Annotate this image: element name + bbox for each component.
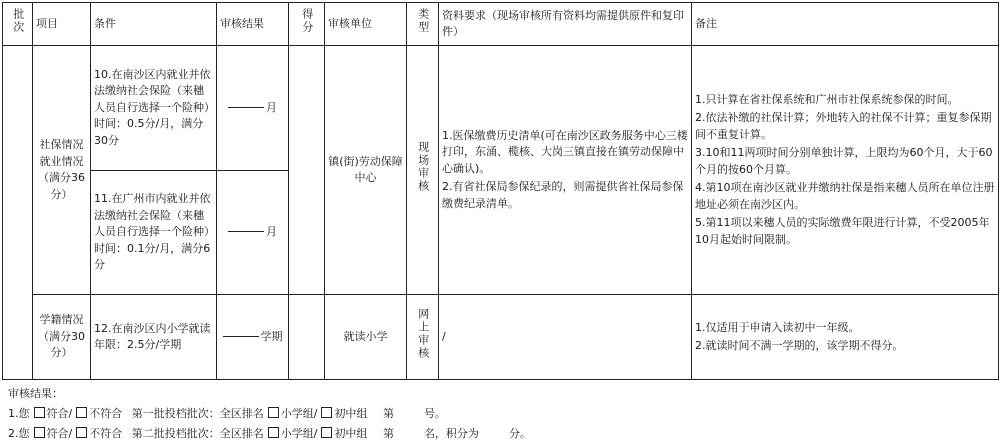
- note-item: 5.第11项以来穗人员的实际缴费年限进行计算，不受2005年10月起始时间限制。: [695, 216, 990, 246]
- result-unit-semester: 学期: [260, 329, 283, 343]
- note-item: 2.就读时间不满一学期的，该学期不得分。: [695, 339, 904, 353]
- header-row: [3, 3, 999, 46]
- header-score: 得分: [289, 3, 325, 46]
- header-result: 审核结果: [217, 3, 289, 46]
- header-item: 项目: [33, 3, 91, 46]
- score-cell-social: [289, 46, 325, 295]
- header-materials: 资料要求（现场审核所有资料均需提供原件和复印件）: [439, 3, 692, 46]
- type-online: 网上审核: [407, 295, 439, 380]
- footer-line-1: 1.您 符合/ 不符合 第一批投档批次：全区排名 小学组/ 初中组 第 号。: [8, 407, 446, 420]
- materials-item: 2.有省社保局参保纪录的，则需提供省社保局参保缴费纪录清单。: [442, 180, 684, 210]
- header-notes: 备注: [692, 3, 999, 46]
- notes-school: [692, 295, 999, 380]
- note-item: 1.仅适用于申请入读初中一年级。: [695, 320, 860, 334]
- materials-social: [439, 46, 692, 295]
- notes-social: [692, 46, 999, 295]
- materials-item: 1.医保缴费历史清单(可在南沙区政务服务中心三楼打印，东涌、榄核、大岗三镇直接在镇劳动保障中心确认)。: [442, 128, 688, 175]
- condition-10: 10.在南沙区内就业并依法缴纳社会保险（来穗人员自行选择一个险种）时间：0.5分/月，满分30分: [91, 46, 217, 171]
- table-row: [3, 295, 999, 380]
- note-item: 4.第10项在南沙区就业并缴纳社保是指来穗人员所在单位注册地址必须在南沙区内。: [695, 181, 995, 211]
- result-unit-months: 月: [266, 225, 277, 239]
- header-unit: 审核单位: [325, 3, 407, 46]
- header-condition: 条件: [91, 3, 217, 46]
- header-batch: 批次: [3, 3, 33, 46]
- checkbox-primary-1[interactable]: [268, 407, 279, 418]
- checkbox-junior-1[interactable]: [321, 407, 332, 418]
- result-cell-11: [217, 170, 289, 295]
- checkbox-ineligible-1[interactable]: [76, 407, 87, 418]
- table-row: [3, 46, 999, 171]
- condition-12: 12.在南沙区内小学就读年限：2.5分/学期: [91, 295, 217, 380]
- checkbox-ineligible-2[interactable]: [76, 427, 87, 438]
- note-item: 3.10和11两项时间分别单独计算，上限均为60个月，大于60个月的按60个月算。: [695, 146, 993, 176]
- unit-labor-center: 镇(街)劳动保障中心: [325, 46, 407, 295]
- header-type: 类型: [407, 3, 439, 46]
- checkbox-eligible-1[interactable]: [34, 407, 45, 418]
- review-result-footer: [8, 384, 992, 444]
- note-item: 2.依法补缴的社保计算；外地转入的社保不计算；重复参保期间不重复计算。: [695, 111, 992, 141]
- checkbox-eligible-2[interactable]: [34, 427, 45, 438]
- footer-line-2: 2.您 符合/ 不符合 第二批投档批次：全区排名 小学组/ 初中组 第 名，积分为 分。: [8, 427, 531, 440]
- type-onsite: 现场审核: [407, 46, 439, 295]
- materials-school: /: [439, 295, 692, 380]
- checkbox-primary-2[interactable]: [268, 427, 279, 438]
- result-cell-12: [217, 295, 289, 380]
- item-school: 学籍情况（满分30分）: [33, 295, 91, 380]
- checkbox-junior-2[interactable]: [321, 427, 332, 438]
- result-cell-10: [217, 46, 289, 171]
- result-unit-months: 月: [266, 100, 277, 114]
- score-cell-school: [289, 295, 325, 380]
- condition-11: 11.在广州市内就业并依法缴纳社会保险（来穗人员自行选择一个险种）时间：0.1分/月，满分6分: [91, 170, 217, 295]
- unit-primary-school: 就读小学: [325, 295, 407, 380]
- item-social-insurance: 社保情况就业情况（满分36分）: [33, 46, 91, 295]
- review-table: [2, 2, 999, 380]
- note-item: 1.只计算在省社保系统和广州市社保系统参保的时间。: [695, 92, 959, 106]
- footer-title: 审核结果：: [8, 387, 63, 400]
- batch-cell: [3, 46, 33, 380]
